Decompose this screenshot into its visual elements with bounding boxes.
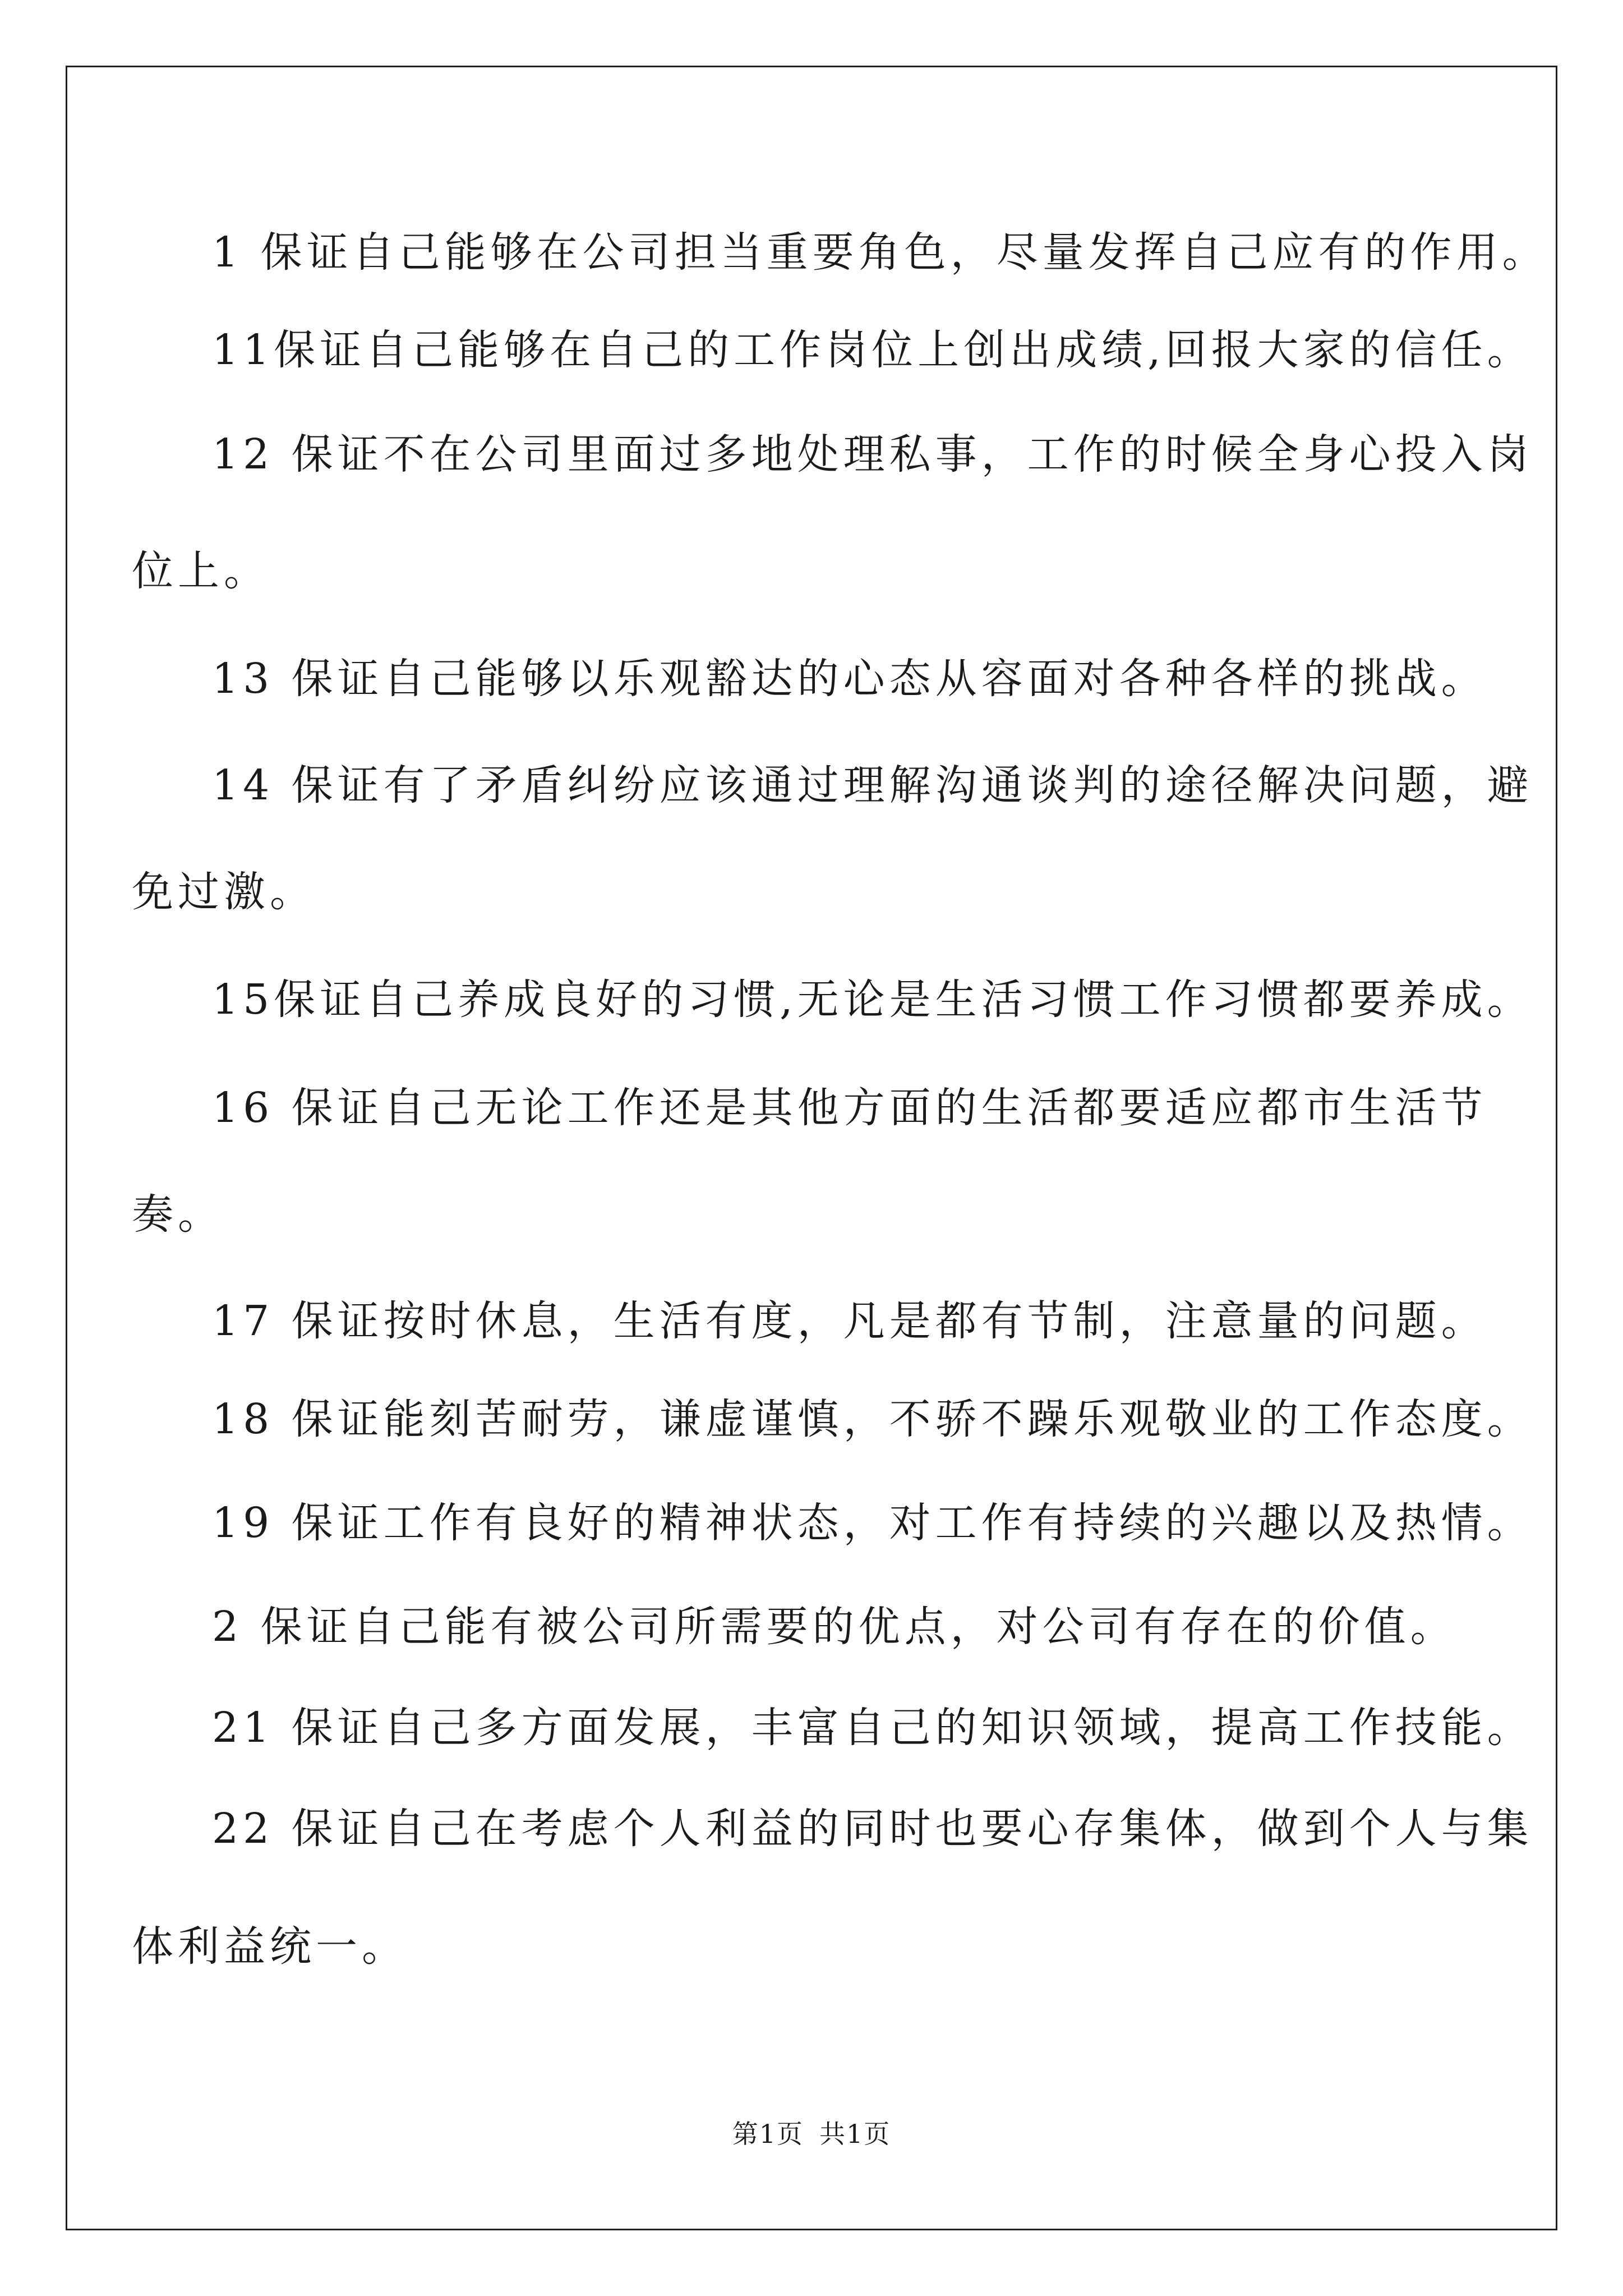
page-footer bbox=[0, 2117, 1623, 2151]
paragraph-line: 奏。 bbox=[132, 1190, 224, 1239]
paragraph-line: 位上。 bbox=[132, 547, 270, 595]
paragraph-line: 19 保证工作有良好的精神状态，对工作有持续的兴趣以及热情。 bbox=[212, 1499, 1533, 1547]
paragraph-line: 11保证自己能够在自己的工作岗位上创出成绩,回报大家的信任。 bbox=[212, 326, 1533, 374]
paragraph-line: 22 保证自己在考虑个人利益的同时也要心存集体，做到个人与集 bbox=[212, 1805, 1533, 1853]
paragraph-line: 免过激。 bbox=[132, 868, 316, 916]
paragraph-line: 12 保证不在公司里面过多地处理私事，工作的时候全身心投入岗 bbox=[212, 430, 1533, 478]
paragraph-line: 体利益统一。 bbox=[132, 1922, 408, 1971]
paragraph-line: 1 保证自己能够在公司担当重要角色，尽量发挥自己应有的作用。 bbox=[212, 228, 1548, 277]
paragraph-line: 16 保证自己无论工作还是其他方面的生活都要适应都市生活节 bbox=[212, 1084, 1487, 1132]
paragraph-line: 14 保证有了矛盾纠纷应该通过理解沟通谈判的途径解决问题，避 bbox=[212, 761, 1533, 809]
paragraph-line: 17 保证按时休息，生活有度，凡是都有节制，注意量的问题。 bbox=[212, 1297, 1487, 1345]
page-border bbox=[66, 66, 1557, 2230]
paragraph-line: 21 保证自己多方面发展，丰富自己的知识领域，提高工作技能。 bbox=[212, 1704, 1533, 1752]
paragraph-line: 18 保证能刻苦耐劳，谦虚谨慎，不骄不躁乐观敬业的工作态度。 bbox=[212, 1395, 1533, 1443]
paragraph-line: 15保证自己养成良好的习惯,无论是生活习惯工作习惯都要养成。 bbox=[212, 976, 1533, 1024]
page-total: 共1页 bbox=[819, 2119, 891, 2149]
page-number: 第1页 bbox=[732, 2119, 804, 2149]
paragraph-line: 2 保证自己能有被公司所需要的优点，对公司有存在的价值。 bbox=[212, 1603, 1456, 1651]
paragraph-line: 13 保证自己能够以乐观豁达的心态从容面对各种各样的挑战。 bbox=[212, 655, 1487, 703]
